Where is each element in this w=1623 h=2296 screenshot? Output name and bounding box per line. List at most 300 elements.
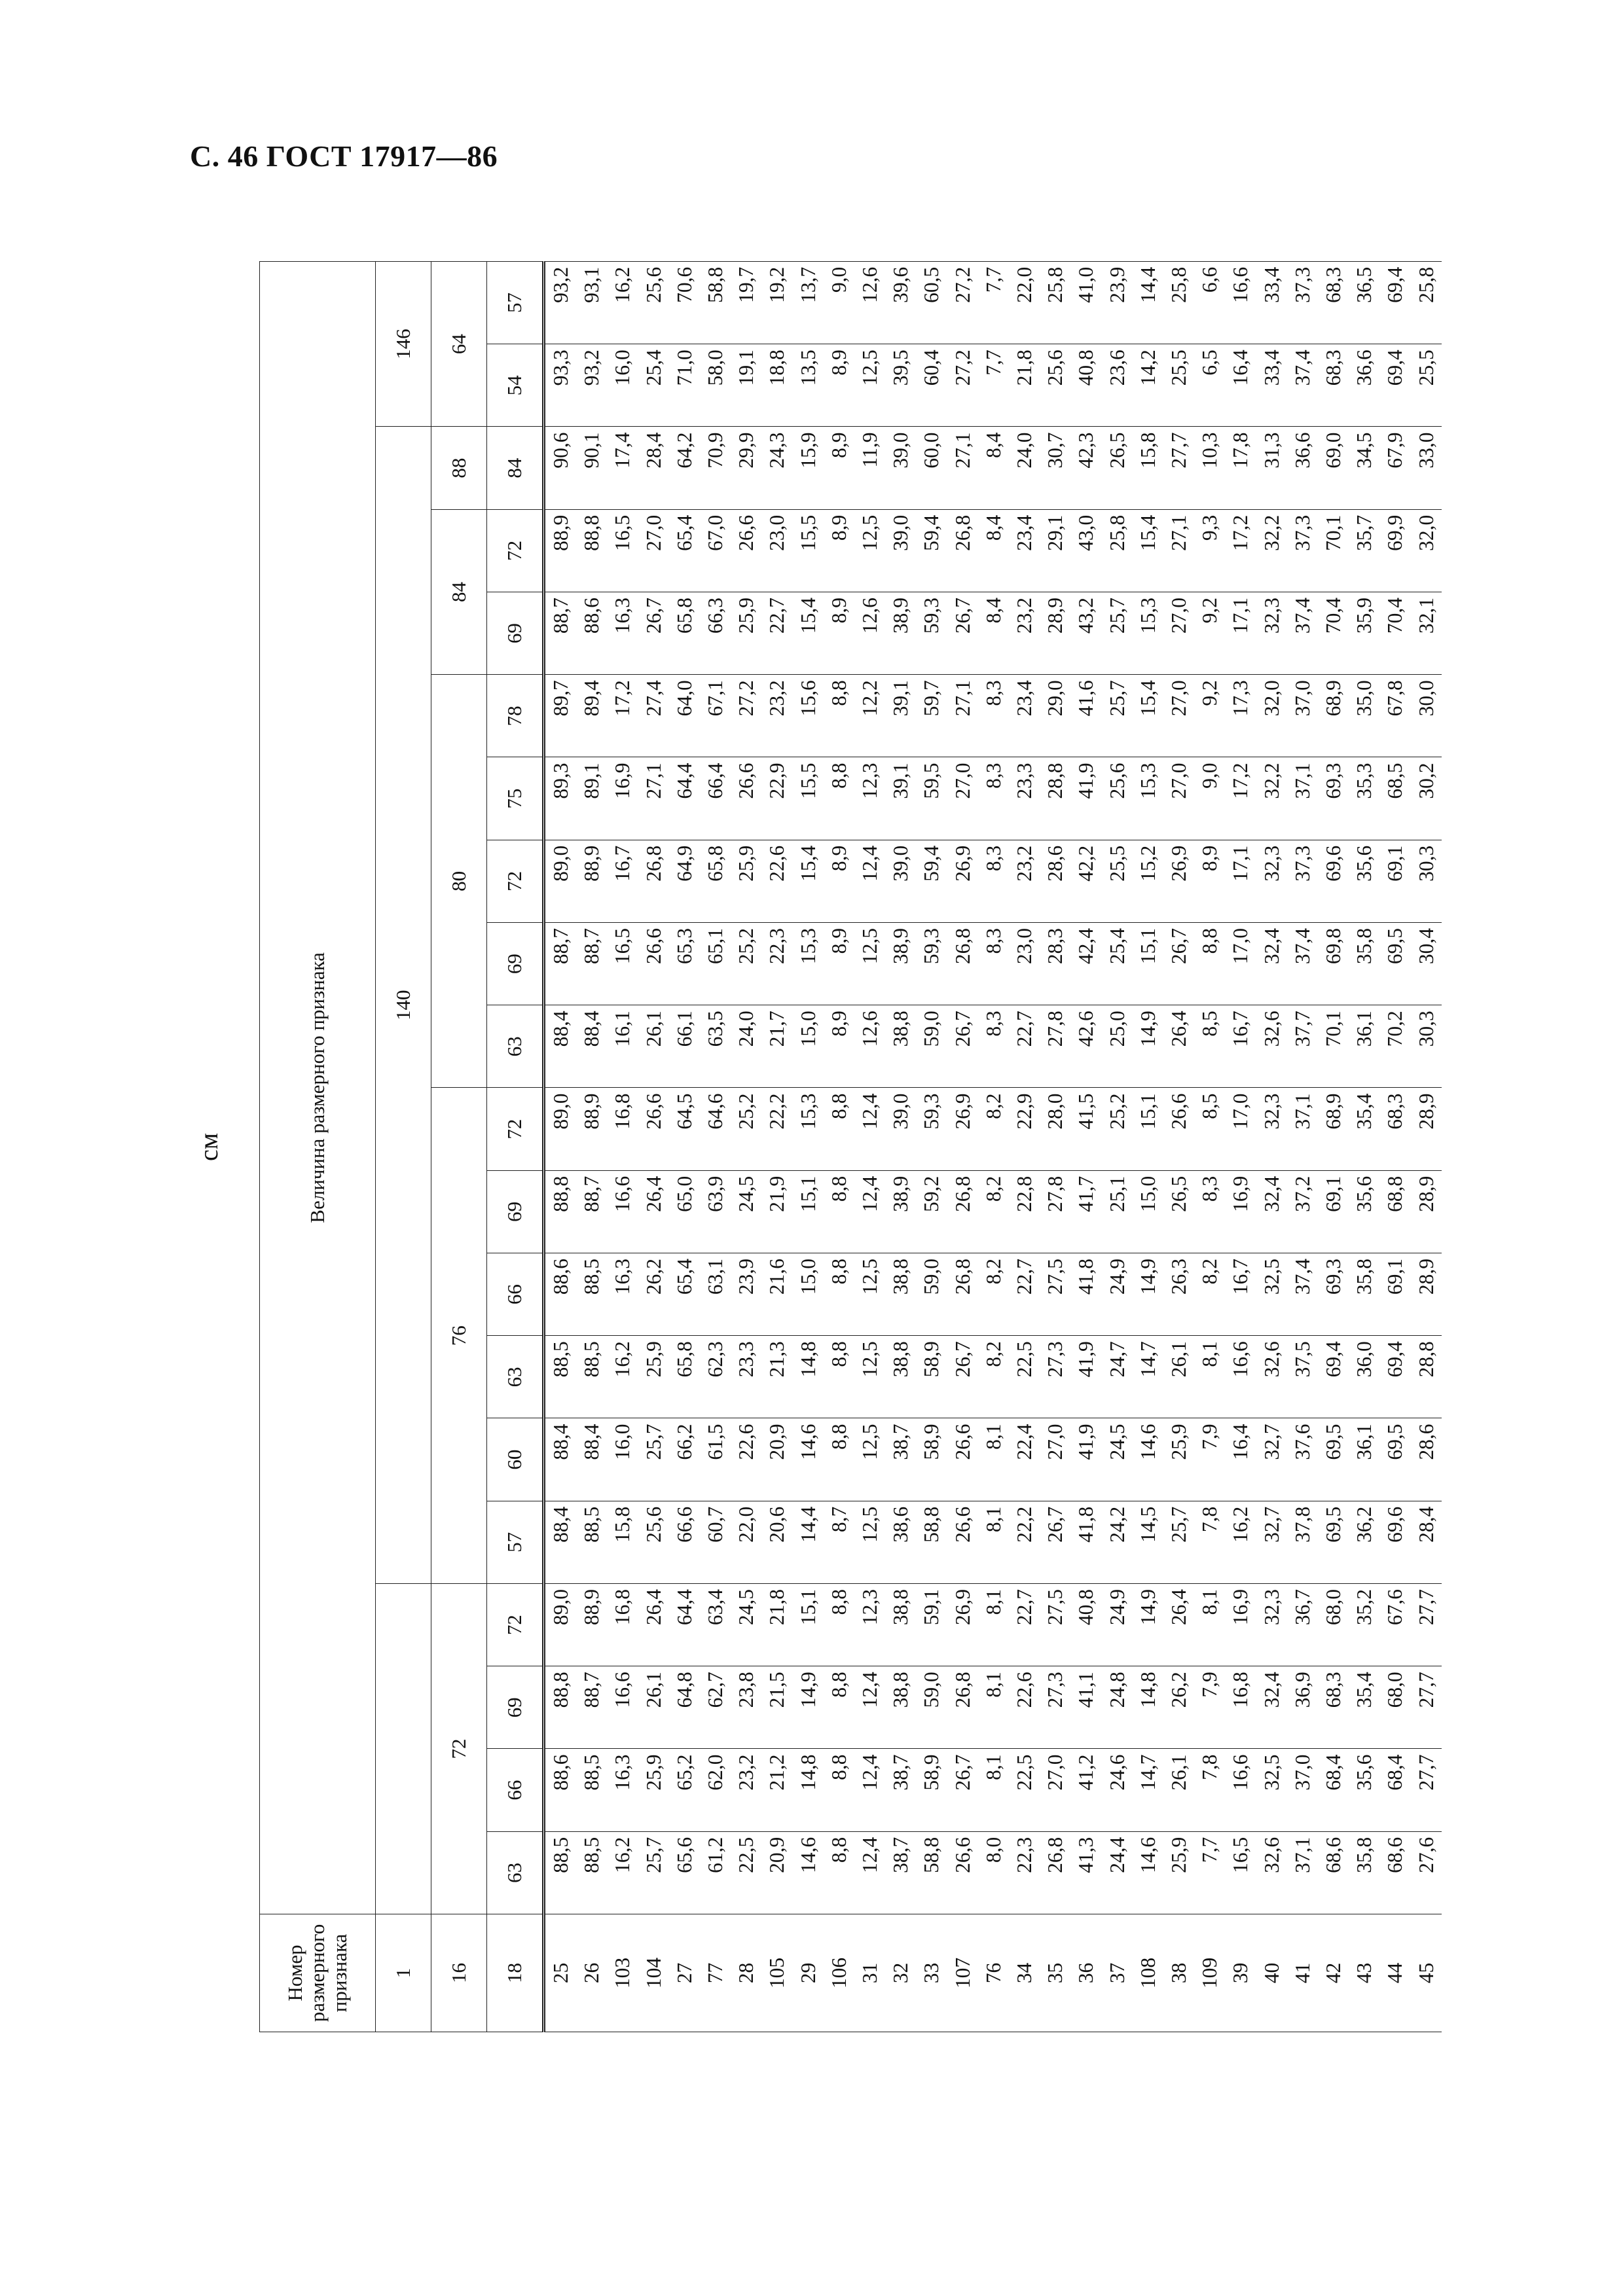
value-cell: 67,6 xyxy=(1379,1584,1410,1666)
table-row xyxy=(761,261,792,2032)
value-cell: 7,9 xyxy=(1194,1666,1225,1749)
value-cell: 22,8 xyxy=(1009,1170,1040,1253)
value-cell: 15,8 xyxy=(607,1501,638,1583)
value-cell: 27,0 xyxy=(947,757,978,840)
value-cell: 88,5 xyxy=(576,1336,607,1418)
table-row xyxy=(1040,261,1070,2032)
value-cell: 68,6 xyxy=(1318,1831,1349,1914)
value-cell: 59,0 xyxy=(916,1666,947,1749)
row-number: 41 xyxy=(1287,1914,1318,2032)
value-cell: 69,5 xyxy=(1318,1501,1349,1583)
value-cell: 8,8 xyxy=(824,1418,854,1501)
value-cell: 16,6 xyxy=(1225,1749,1256,1831)
value-cell: 8,9 xyxy=(824,509,854,592)
value-cell: 17,4 xyxy=(607,427,638,509)
value-cell: 36,2 xyxy=(1349,1501,1379,1583)
value-cell: 26,8 xyxy=(638,840,669,922)
value-cell: 25,8 xyxy=(1040,261,1070,344)
value-cell: 8,7 xyxy=(824,1501,854,1583)
value-cell: 15,5 xyxy=(793,509,824,592)
value-cell: 12,4 xyxy=(854,1749,885,1831)
value-cell: 8,2 xyxy=(978,1336,1009,1418)
value-cell: 68,5 xyxy=(1379,757,1410,840)
value-cell: 25,9 xyxy=(638,1749,669,1831)
value-cell: 88,7 xyxy=(576,923,607,1005)
table-row xyxy=(824,261,854,2032)
value-cell: 59,2 xyxy=(916,1170,947,1253)
value-cell: 67,1 xyxy=(700,675,731,757)
value-cell: 65,8 xyxy=(669,1336,700,1418)
value-cell: 26,1 xyxy=(1163,1749,1194,1831)
value-cell: 30,7 xyxy=(1040,427,1070,509)
value-cell: 88,5 xyxy=(576,1501,607,1583)
value-cell: 35,8 xyxy=(1349,1253,1379,1336)
value-cell: 16,6 xyxy=(607,1170,638,1253)
value-cell: 23,0 xyxy=(761,509,792,592)
value-cell: 28,8 xyxy=(1040,757,1070,840)
value-cell: 14,4 xyxy=(1133,261,1163,344)
value-cell: 67,8 xyxy=(1379,675,1410,757)
value-cell: 65,6 xyxy=(669,1831,700,1914)
value-cell: 15,5 xyxy=(793,757,824,840)
value-cell: 64,2 xyxy=(669,427,700,509)
value-cell: 70,2 xyxy=(1379,1005,1410,1088)
value-cell: 14,8 xyxy=(793,1336,824,1418)
col-header-number: Номер размерного признака xyxy=(260,1914,376,2032)
value-cell: 31,3 xyxy=(1256,427,1287,509)
value-cell: 15,1 xyxy=(1133,923,1163,1005)
value-cell: 12,4 xyxy=(854,1831,885,1914)
value-cell: 27,0 xyxy=(638,509,669,592)
value-cell: 62,3 xyxy=(700,1336,731,1418)
value-cell: 27,0 xyxy=(1163,757,1194,840)
value-cell: 8,3 xyxy=(978,757,1009,840)
value-cell: 26,8 xyxy=(1040,1831,1070,1914)
value-cell: 69,8 xyxy=(1318,923,1349,1005)
row-number: 108 xyxy=(1133,1914,1163,2032)
value-cell: 27,8 xyxy=(1040,1005,1070,1088)
value-cell: 68,9 xyxy=(1318,1088,1349,1170)
value-cell: 8,1 xyxy=(978,1501,1009,1583)
value-cell: 27,5 xyxy=(1040,1584,1070,1666)
value-cell: 25,9 xyxy=(731,840,761,922)
value-cell: 89,3 xyxy=(544,757,577,840)
value-cell: 21,6 xyxy=(761,1253,792,1336)
value-cell: 22,9 xyxy=(761,757,792,840)
value-cell: 68,4 xyxy=(1318,1749,1349,1831)
value-cell: 26,4 xyxy=(1163,1584,1194,1666)
value-cell: 22,6 xyxy=(731,1418,761,1501)
value-cell: 16,6 xyxy=(1225,1336,1256,1418)
value-cell: 23,6 xyxy=(1102,344,1133,427)
value-cell: 32,3 xyxy=(1256,592,1287,675)
value-cell: 16,9 xyxy=(607,757,638,840)
value-cell: 37,1 xyxy=(1287,1831,1318,1914)
header-row-value xyxy=(260,261,376,2032)
row3-col-9: 69 xyxy=(487,1170,544,1253)
row1-group-146: 146 xyxy=(376,261,431,427)
value-cell: 22,5 xyxy=(731,1831,761,1914)
value-cell: 89,0 xyxy=(544,1584,577,1666)
value-cell: 16,9 xyxy=(1225,1584,1256,1666)
value-cell: 21,7 xyxy=(761,1005,792,1088)
value-cell: 8,8 xyxy=(824,1831,854,1914)
value-cell: 22,3 xyxy=(761,923,792,1005)
value-cell: 32,6 xyxy=(1256,1005,1287,1088)
value-cell: 32,7 xyxy=(1256,1418,1287,1501)
value-cell: 20,6 xyxy=(761,1501,792,1583)
value-cell: 22,2 xyxy=(761,1088,792,1170)
value-cell: 37,1 xyxy=(1287,1088,1318,1170)
value-cell: 16,7 xyxy=(607,840,638,922)
value-cell: 38,8 xyxy=(885,1584,916,1666)
value-cell: 8,3 xyxy=(978,923,1009,1005)
value-cell: 36,1 xyxy=(1349,1005,1379,1088)
value-cell: 68,0 xyxy=(1318,1584,1349,1666)
value-cell: 28,0 xyxy=(1040,1088,1070,1170)
value-cell: 22,5 xyxy=(1009,1336,1040,1418)
value-cell: 58,8 xyxy=(916,1501,947,1583)
value-cell: 17,0 xyxy=(1225,923,1256,1005)
value-cell: 88,9 xyxy=(544,509,577,592)
row1-group-empty xyxy=(376,1584,431,1914)
value-cell: 16,6 xyxy=(1225,261,1256,344)
value-cell: 58,8 xyxy=(916,1831,947,1914)
value-cell: 35,9 xyxy=(1349,592,1379,675)
value-cell: 64,4 xyxy=(669,757,700,840)
value-cell: 63,1 xyxy=(700,1253,731,1336)
row3-col-4: 72 xyxy=(487,1584,544,1666)
value-cell: 16,1 xyxy=(607,1005,638,1088)
value-cell: 8,3 xyxy=(1194,1170,1225,1253)
value-cell: 22,2 xyxy=(1009,1501,1040,1583)
value-cell: 36,0 xyxy=(1349,1336,1379,1418)
table-row xyxy=(1194,261,1225,2032)
row-number: 36 xyxy=(1070,1914,1101,2032)
row3-col-18: 84 xyxy=(487,427,544,509)
value-cell: 93,2 xyxy=(576,344,607,427)
row-number: 76 xyxy=(978,1914,1009,2032)
value-cell: 65,1 xyxy=(700,923,731,1005)
value-cell: 19,2 xyxy=(761,261,792,344)
value-cell: 39,1 xyxy=(885,675,916,757)
value-cell: 28,9 xyxy=(1411,1253,1442,1336)
row-number: 37 xyxy=(1102,1914,1133,2032)
value-cell: 90,1 xyxy=(576,427,607,509)
table-row xyxy=(1349,261,1379,2032)
row-number: 109 xyxy=(1194,1914,1225,2032)
value-cell: 8,1 xyxy=(978,1749,1009,1831)
row-number: 106 xyxy=(824,1914,854,2032)
value-cell: 32,6 xyxy=(1256,1831,1287,1914)
value-cell: 69,3 xyxy=(1318,1253,1349,1336)
value-cell: 12,3 xyxy=(854,757,885,840)
value-cell: 8,4 xyxy=(978,592,1009,675)
value-cell: 14,8 xyxy=(1133,1666,1163,1749)
value-cell: 15,4 xyxy=(1133,509,1163,592)
value-cell: 24,7 xyxy=(1102,1336,1133,1418)
row3-col-3: 69 xyxy=(487,1666,544,1749)
value-cell: 28,9 xyxy=(1411,1170,1442,1253)
value-cell: 22,0 xyxy=(731,1501,761,1583)
value-cell: 37,1 xyxy=(1287,757,1318,840)
value-cell: 8,8 xyxy=(824,1749,854,1831)
value-cell: 69,4 xyxy=(1379,1336,1410,1418)
rotated-table-block xyxy=(194,262,1442,2032)
value-cell: 70,6 xyxy=(669,261,700,344)
value-cell: 36,9 xyxy=(1287,1666,1318,1749)
value-cell: 21,8 xyxy=(761,1584,792,1666)
value-cell: 8,9 xyxy=(824,1005,854,1088)
value-cell: 59,4 xyxy=(916,840,947,922)
value-cell: 15,9 xyxy=(793,427,824,509)
value-cell: 88,9 xyxy=(576,1088,607,1170)
value-cell: 28,8 xyxy=(1411,1336,1442,1418)
value-cell: 8,4 xyxy=(978,427,1009,509)
row-number: 77 xyxy=(700,1914,731,2032)
value-cell: 16,2 xyxy=(607,1831,638,1914)
value-cell: 37,3 xyxy=(1287,261,1318,344)
value-cell: 7,9 xyxy=(1194,1418,1225,1501)
value-cell: 26,6 xyxy=(1163,1088,1194,1170)
value-cell: 15,0 xyxy=(793,1253,824,1336)
units-label: см xyxy=(194,1132,223,1162)
value-cell: 27,0 xyxy=(1040,1749,1070,1831)
row3-col-20: 57 xyxy=(487,261,544,344)
value-cell: 27,2 xyxy=(731,675,761,757)
value-cell: 8,8 xyxy=(824,757,854,840)
value-cell: 26,6 xyxy=(947,1501,978,1583)
row3-col-8: 66 xyxy=(487,1253,544,1336)
table-row xyxy=(1102,261,1133,2032)
value-cell: 70,4 xyxy=(1318,592,1349,675)
value-cell: 25,1 xyxy=(1102,1170,1133,1253)
value-cell: 26,9 xyxy=(1163,840,1194,922)
value-cell: 14,7 xyxy=(1133,1336,1163,1418)
value-cell: 12,6 xyxy=(854,592,885,675)
value-cell: 16,9 xyxy=(1225,1170,1256,1253)
value-cell: 12,5 xyxy=(854,344,885,427)
value-cell: 37,4 xyxy=(1287,344,1318,427)
value-cell: 40,8 xyxy=(1070,1584,1101,1666)
value-cell: 25,0 xyxy=(1102,1005,1133,1088)
row1-left: 1 xyxy=(376,1914,431,2032)
value-cell: 69,1 xyxy=(1318,1170,1349,1253)
value-cell: 7,8 xyxy=(1194,1501,1225,1583)
value-cell: 88,8 xyxy=(544,1170,577,1253)
value-cell: 64,6 xyxy=(700,1088,731,1170)
value-cell: 25,9 xyxy=(1163,1418,1194,1501)
value-cell: 10,3 xyxy=(1194,427,1225,509)
value-cell: 38,7 xyxy=(885,1418,916,1501)
value-cell: 24,9 xyxy=(1102,1584,1133,1666)
value-cell: 59,3 xyxy=(916,923,947,1005)
value-cell: 32,3 xyxy=(1256,1088,1287,1170)
value-cell: 27,3 xyxy=(1040,1666,1070,1749)
value-cell: 93,3 xyxy=(544,344,577,427)
value-cell: 9,2 xyxy=(1194,675,1225,757)
value-cell: 43,0 xyxy=(1070,509,1101,592)
value-cell: 60,4 xyxy=(916,344,947,427)
value-cell: 16,7 xyxy=(1225,1253,1256,1336)
value-cell: 24,8 xyxy=(1102,1666,1133,1749)
row3-col-17: 72 xyxy=(487,509,544,592)
value-cell: 30,2 xyxy=(1411,757,1442,840)
value-cell: 59,0 xyxy=(916,1253,947,1336)
value-cell: 37,7 xyxy=(1287,1005,1318,1088)
value-cell: 58,0 xyxy=(700,344,731,427)
value-cell: 39,0 xyxy=(885,509,916,592)
value-cell: 22,3 xyxy=(1009,1831,1040,1914)
value-cell: 37,4 xyxy=(1287,923,1318,1005)
value-cell: 24,2 xyxy=(1102,1501,1133,1583)
value-cell: 14,6 xyxy=(793,1418,824,1501)
value-cell: 88,4 xyxy=(576,1418,607,1501)
value-cell: 24,0 xyxy=(1009,427,1040,509)
value-cell: 32,1 xyxy=(1411,592,1442,675)
row2-group-72: 72 xyxy=(431,1584,487,1914)
value-header: Величина размерного признака xyxy=(260,261,376,1914)
row3-col-16: 69 xyxy=(487,592,544,675)
value-cell: 88,7 xyxy=(576,1170,607,1253)
value-cell: 27,2 xyxy=(947,261,978,344)
value-cell: 8,2 xyxy=(978,1088,1009,1170)
value-cell: 25,4 xyxy=(638,344,669,427)
value-cell: 35,4 xyxy=(1349,1088,1379,1170)
value-cell: 14,9 xyxy=(1133,1005,1163,1088)
row3-col-7: 63 xyxy=(487,1336,544,1418)
value-cell: 9,2 xyxy=(1194,592,1225,675)
value-cell: 61,2 xyxy=(700,1831,731,1914)
value-cell: 42,4 xyxy=(1070,923,1101,1005)
table-row xyxy=(544,261,577,2032)
page-header: С. 46 ГОСТ 17917—86 xyxy=(190,139,498,173)
value-cell: 27,8 xyxy=(1040,1170,1070,1253)
value-cell: 15,0 xyxy=(1133,1170,1163,1253)
value-cell: 17,2 xyxy=(607,675,638,757)
value-cell: 8,4 xyxy=(978,509,1009,592)
value-cell: 8,2 xyxy=(978,1253,1009,1336)
value-cell: 93,1 xyxy=(576,261,607,344)
row2-left: 16 xyxy=(431,1914,487,2032)
value-cell: 32,0 xyxy=(1411,509,1442,592)
value-cell: 69,6 xyxy=(1318,840,1349,922)
value-cell: 41,9 xyxy=(1070,757,1101,840)
value-cell: 19,7 xyxy=(731,261,761,344)
value-cell: 27,7 xyxy=(1411,1666,1442,1749)
value-cell: 65,3 xyxy=(669,923,700,1005)
value-cell: 13,7 xyxy=(793,261,824,344)
value-cell: 89,0 xyxy=(544,1088,577,1170)
value-cell: 16,6 xyxy=(607,1666,638,1749)
value-cell: 42,3 xyxy=(1070,427,1101,509)
value-cell: 22,7 xyxy=(1009,1584,1040,1666)
value-cell: 12,5 xyxy=(854,923,885,1005)
value-cell: 17,2 xyxy=(1225,757,1256,840)
value-cell: 26,7 xyxy=(1163,923,1194,1005)
value-cell: 88,7 xyxy=(576,1666,607,1749)
value-cell: 7,7 xyxy=(1194,1831,1225,1914)
value-cell: 8,9 xyxy=(824,840,854,922)
value-cell: 58,8 xyxy=(700,261,731,344)
value-cell: 15,6 xyxy=(793,675,824,757)
value-cell: 88,5 xyxy=(544,1831,577,1914)
value-cell: 68,6 xyxy=(1379,1831,1410,1914)
value-cell: 66,2 xyxy=(669,1418,700,1501)
value-cell: 25,6 xyxy=(638,1501,669,1583)
value-cell: 27,7 xyxy=(1163,427,1194,509)
value-cell: 42,2 xyxy=(1070,840,1101,922)
value-cell: 68,0 xyxy=(1379,1666,1410,1749)
value-cell: 15,3 xyxy=(793,923,824,1005)
value-cell: 8,8 xyxy=(824,1336,854,1418)
value-cell: 26,1 xyxy=(638,1005,669,1088)
value-cell: 69,4 xyxy=(1379,344,1410,427)
value-cell: 24,5 xyxy=(731,1584,761,1666)
value-cell: 25,7 xyxy=(638,1418,669,1501)
value-cell: 38,9 xyxy=(885,923,916,1005)
value-cell: 15,1 xyxy=(793,1584,824,1666)
value-cell: 6,5 xyxy=(1194,344,1225,427)
value-cell: 12,6 xyxy=(854,261,885,344)
value-cell: 16,2 xyxy=(607,261,638,344)
value-cell: 21,8 xyxy=(1009,344,1040,427)
row-number: 31 xyxy=(854,1914,885,2032)
value-cell: 6,6 xyxy=(1194,261,1225,344)
value-cell: 38,8 xyxy=(885,1253,916,1336)
value-cell: 58,9 xyxy=(916,1418,947,1501)
value-cell: 36,1 xyxy=(1349,1418,1379,1501)
value-cell: 26,6 xyxy=(638,923,669,1005)
value-cell: 21,5 xyxy=(761,1666,792,1749)
value-cell: 23,4 xyxy=(1009,509,1040,592)
value-cell: 41,8 xyxy=(1070,1253,1101,1336)
value-cell: 25,9 xyxy=(1163,1831,1194,1914)
value-cell: 22,0 xyxy=(1009,261,1040,344)
value-cell: 41,9 xyxy=(1070,1336,1101,1418)
value-cell: 37,6 xyxy=(1287,1418,1318,1501)
row3-col-13: 72 xyxy=(487,840,544,922)
value-cell: 71,0 xyxy=(669,344,700,427)
value-cell: 25,6 xyxy=(1102,757,1133,840)
value-cell: 68,3 xyxy=(1318,344,1349,427)
value-cell: 93,2 xyxy=(544,261,577,344)
value-cell: 67,0 xyxy=(700,509,731,592)
row-number: 40 xyxy=(1256,1914,1287,2032)
row3-col-2: 66 xyxy=(487,1749,544,1831)
value-cell: 37,4 xyxy=(1287,592,1318,675)
value-cell: 63,9 xyxy=(700,1170,731,1253)
value-cell: 16,8 xyxy=(607,1088,638,1170)
row2-group-84: 84 xyxy=(431,509,487,675)
value-cell: 41,2 xyxy=(1070,1749,1101,1831)
value-cell: 88,4 xyxy=(576,1005,607,1088)
value-cell: 32,2 xyxy=(1256,509,1287,592)
row-number: 104 xyxy=(638,1914,669,2032)
value-cell: 64,9 xyxy=(669,840,700,922)
value-cell: 27,1 xyxy=(1163,509,1194,592)
value-cell: 66,1 xyxy=(669,1005,700,1088)
table-row xyxy=(885,261,916,2032)
value-cell: 26,5 xyxy=(1163,1170,1194,1253)
value-cell: 16,5 xyxy=(1225,1831,1256,1914)
table-row xyxy=(1318,261,1349,2032)
value-cell: 8,8 xyxy=(824,1170,854,1253)
value-cell: 15,3 xyxy=(1133,592,1163,675)
value-cell: 15,1 xyxy=(793,1170,824,1253)
value-cell: 25,6 xyxy=(1040,344,1070,427)
value-cell: 32,4 xyxy=(1256,1666,1287,1749)
